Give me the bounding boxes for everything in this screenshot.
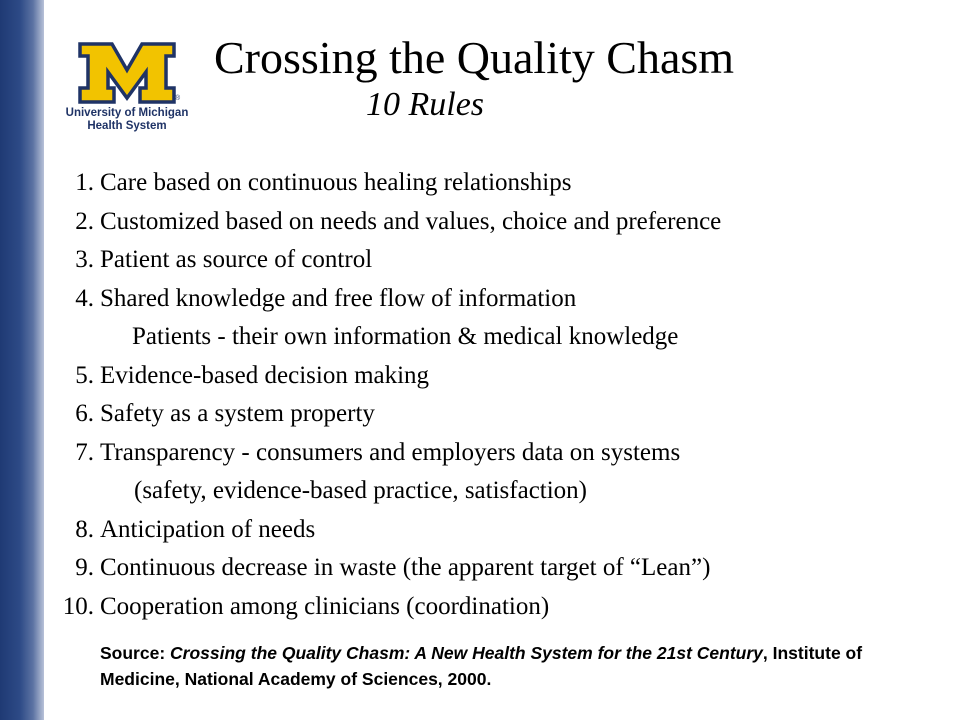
rule-number: 9. [75, 554, 94, 581]
source-prefix: Source: [100, 643, 171, 663]
rule-number: 4. [75, 284, 94, 312]
rule-text: Cooperation among clinicians (coordination) [100, 592, 550, 620]
slide-title: Crossing the Quality Chasm [214, 32, 735, 83]
rule-number: 6. [75, 400, 94, 427]
left-accent-bar [0, 0, 44, 720]
rule-number: 8. [75, 515, 94, 543]
logo-university-name: University of Michigan [65, 107, 189, 119]
rule-text: Care based on continuous healing relationships [100, 169, 572, 196]
rule-text: Patient as source of control [100, 246, 373, 273]
rule-item [48, 280, 948, 319]
rule-subitem [48, 472, 948, 511]
rule-number: 7. [75, 438, 94, 466]
logo-health-system: Health System [87, 120, 167, 132]
rule-number: 1. [75, 169, 94, 196]
source-publisher: , Institute of Medicine, National Academy of Sciences, 2000. [100, 643, 863, 689]
university-logo [62, 40, 192, 136]
rule-item [48, 241, 948, 280]
rule-text: Anticipation of needs [100, 515, 316, 543]
rule-number: 5. [75, 361, 94, 389]
rule-text: Evidence-based decision making [100, 361, 430, 389]
rule-item [48, 588, 948, 627]
registered-mark: ® [175, 95, 181, 102]
slide-subtitle: 10 Rules [366, 86, 485, 123]
rule-item [48, 511, 948, 550]
rule-text: Customized based on needs and values, choice and preference [100, 207, 722, 235]
rule-item [48, 549, 948, 588]
rule-text: Shared knowledge and free flow of information [100, 284, 577, 312]
rule-item [48, 357, 948, 396]
rule-item [48, 434, 948, 473]
rule-item [48, 164, 948, 203]
rule-subtext: (safety, evidence-based practice, satisfaction) [134, 477, 588, 504]
rule-subitem [48, 318, 948, 357]
rule-subtext: Patients - their own information & medical knowledge [132, 323, 679, 350]
block-m-logo-icon [62, 40, 192, 106]
rule-number: 2. [75, 207, 94, 235]
source-citation [100, 640, 930, 692]
rule-text: Transparency - consumers and employers data on systems [100, 438, 681, 466]
rule-item [48, 395, 948, 434]
rule-number: 10. [62, 592, 94, 620]
rule-text: Safety as a system property [100, 400, 375, 427]
rule-number: 3. [75, 246, 94, 273]
rules-list [48, 164, 948, 626]
rule-text: Continuous decrease in waste (the apparent target of “Lean”) [100, 554, 711, 581]
rule-item [48, 203, 948, 242]
source-book-title: Crossing the Quality Chasm: A New Health System for the 21st Century [170, 643, 763, 663]
